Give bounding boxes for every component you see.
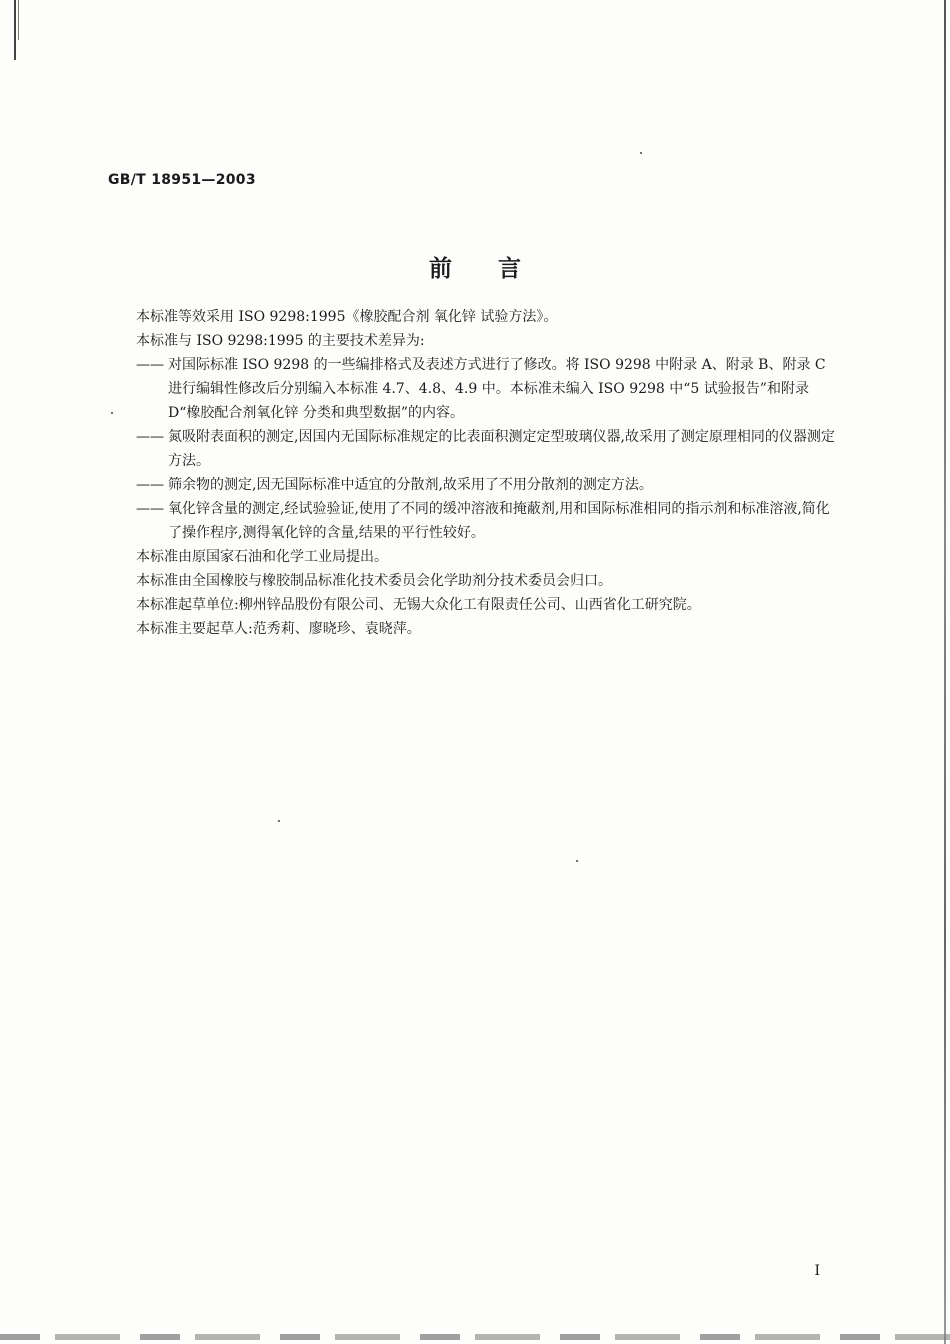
paragraph: 本标准主要起草人:范秀莉、廖晓珍、袁晓萍。 bbox=[136, 621, 421, 637]
difference-text: 对国际标准 ISO 9298 的一些编排格式及表述方式进行了修改。将 ISO 9298 中附录 A、附录 B、附录 C 进行编辑性修改后分别编入本标准 4.7、4.8、4.9 中。本标准未编入 ISO 9298 中“5 试验报告”和附录 D“橡胶配合剂氧化锌 分类和典型数据”的内容。 bbox=[168, 357, 826, 421]
dash-marker: —— bbox=[136, 501, 164, 517]
difference-text: 氧化锌含量的测定,经试验验证,使用了不同的缓冲溶液和掩蔽剂,用和国际标准相同的指示剂和标准溶液,简化了操作程序,测得氧化锌的含量,结果的平行性较好。 bbox=[168, 501, 830, 541]
paragraph: 本标准起草单位:柳州锌品股份有限公司、无锡大众化工有限责任公司、山西省化工研究院。 bbox=[136, 597, 701, 613]
dash-marker: —— bbox=[136, 429, 164, 445]
scan-speck bbox=[640, 152, 642, 154]
difference-item bbox=[136, 473, 842, 497]
scan-speck bbox=[111, 412, 113, 414]
scan-speck bbox=[278, 820, 280, 822]
page-number: I bbox=[814, 1263, 820, 1279]
difference-item bbox=[136, 353, 842, 425]
foreword-body bbox=[136, 305, 842, 641]
scan-bottom-artifact bbox=[0, 1334, 950, 1340]
paragraph: 本标准由原国家石油和化学工业局提出。 bbox=[136, 549, 388, 565]
standard-code: GB/T 18951—2003 bbox=[108, 172, 256, 188]
scan-edge-mark bbox=[14, 0, 16, 60]
difference-text: 氮吸附表面积的测定,因国内无国际标准规定的比表面积测定定型玻璃仪器,故采用了测定原理相同的仪器测定方法。 bbox=[168, 429, 835, 469]
difference-item bbox=[136, 425, 842, 473]
page-title: 前言 bbox=[429, 256, 567, 282]
dash-marker: —— bbox=[136, 357, 164, 373]
dash-marker: —— bbox=[136, 477, 164, 493]
scan-edge-mark bbox=[18, 0, 19, 40]
paragraph: 本标准与 ISO 9298:1995 的主要技术差异为: bbox=[136, 333, 425, 349]
scan-edge-mark bbox=[944, 0, 946, 1344]
paragraph: 本标准等效采用 ISO 9298:1995《橡胶配合剂 氧化锌 试验方法》。 bbox=[136, 309, 558, 325]
paragraph: 本标准由全国橡胶与橡胶制品标准化技术委员会化学助剂分技术委员会归口。 bbox=[136, 573, 612, 589]
difference-item bbox=[136, 497, 842, 545]
scan-speck bbox=[576, 860, 578, 862]
difference-text: 筛余物的测定,因无国际标准中适宜的分散剂,故采用了不用分散剂的测定方法。 bbox=[168, 477, 653, 493]
